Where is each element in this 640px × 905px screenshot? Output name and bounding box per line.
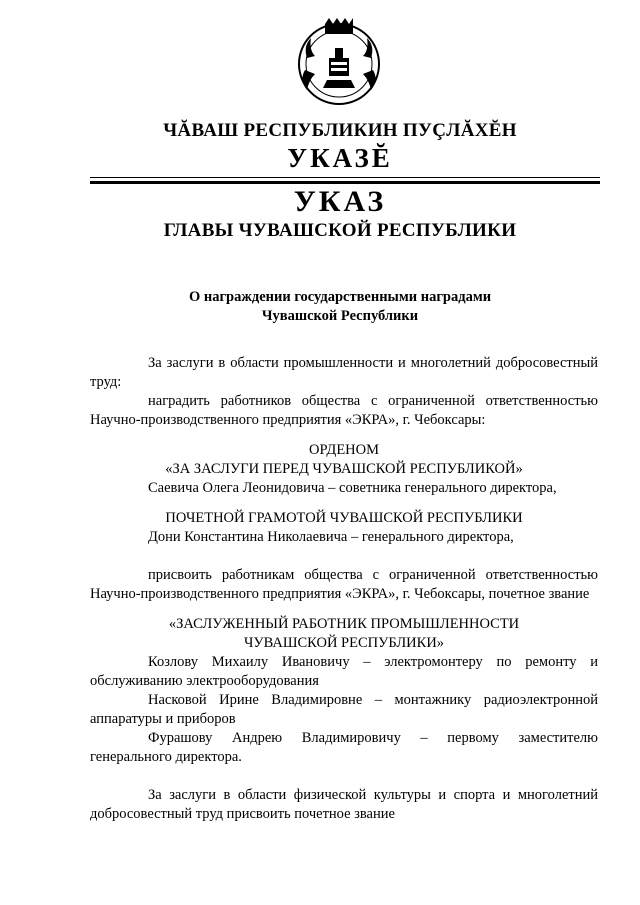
honorary-recipient-1: Козлову Михаилу Ивановичу – электромонтеру по ремонту и обслуживанию электрооборудования	[90, 654, 598, 689]
coat-of-arms-emblem	[295, 18, 383, 106]
decree-body	[90, 354, 598, 824]
decree-subject	[0, 288, 640, 326]
chuvash-decree-title: УКАЗĔ	[287, 143, 393, 173]
decree-subtitle: ГЛАВЫ ЧУВАШСКОЙ РЕСПУБЛИКИ	[163, 220, 517, 241]
divider-thin	[90, 177, 600, 178]
award-diploma-heading: ПОЧЕТНОЙ ГРАМОТОЙ ЧУВАШСКОЙ РЕСПУБЛИКИ	[165, 510, 523, 526]
subject-line-1: О награждении государственными наградами	[188, 289, 492, 305]
paragraph-honorary-title: присвоить работникам общества с ограниченной ответственностью Научно-производственного предприятия «ЭКРА», г. Чебоксары, почетное звание	[90, 567, 598, 602]
award-order-name: «ЗА ЗАСЛУГИ ПЕРЕД ЧУВАШСКОЙ РЕСПУБЛИКОЙ»	[165, 461, 523, 477]
subject-line-2: Чувашской Республики	[261, 308, 419, 324]
award-order-heading: ОРДЕНОМ	[308, 442, 380, 458]
paragraph-merits-industry: За заслуги в области промышленности и многолетний добросовестный труд:	[90, 355, 598, 390]
decree-title: УКАЗ	[293, 185, 387, 218]
honorary-recipient-3: Фурашову Андрею Владимировичу – первому заместителю генерального директора.	[90, 730, 598, 765]
paragraph-award-employees: наградить работников общества с ограниченной ответственностью Научно-производственного предприятия «ЭКРА», г. Чебоксары:	[90, 393, 598, 428]
divider-thick	[90, 181, 600, 184]
award-diploma-recipient: Дони Константина Николаевича – генерального директора,	[148, 529, 514, 545]
chuvash-header-line: ЧĂВАШ РЕСПУБЛИКИН ПУÇЛĂХĔН	[163, 120, 517, 141]
award-order-recipient: Саевича Олега Леонидовича – советника генерального директора,	[148, 480, 557, 496]
honorary-recipient-2: Насковой Ирине Владимировне – монтажнику радиоэлектронной аппаратуры и приборов	[90, 692, 598, 727]
paragraph-merits-sport: За заслуги в области физической культуры и спорта и многолетний добросовестный труд присвоить почетное звание	[90, 787, 598, 822]
honorary-title-line-2: ЧУВАШСКОЙ РЕСПУБЛИКИ»	[243, 635, 445, 651]
honorary-title-line-1: «ЗАСЛУЖЕННЫЙ РАБОТНИК ПРОМЫШЛЕННОСТИ	[168, 616, 520, 632]
